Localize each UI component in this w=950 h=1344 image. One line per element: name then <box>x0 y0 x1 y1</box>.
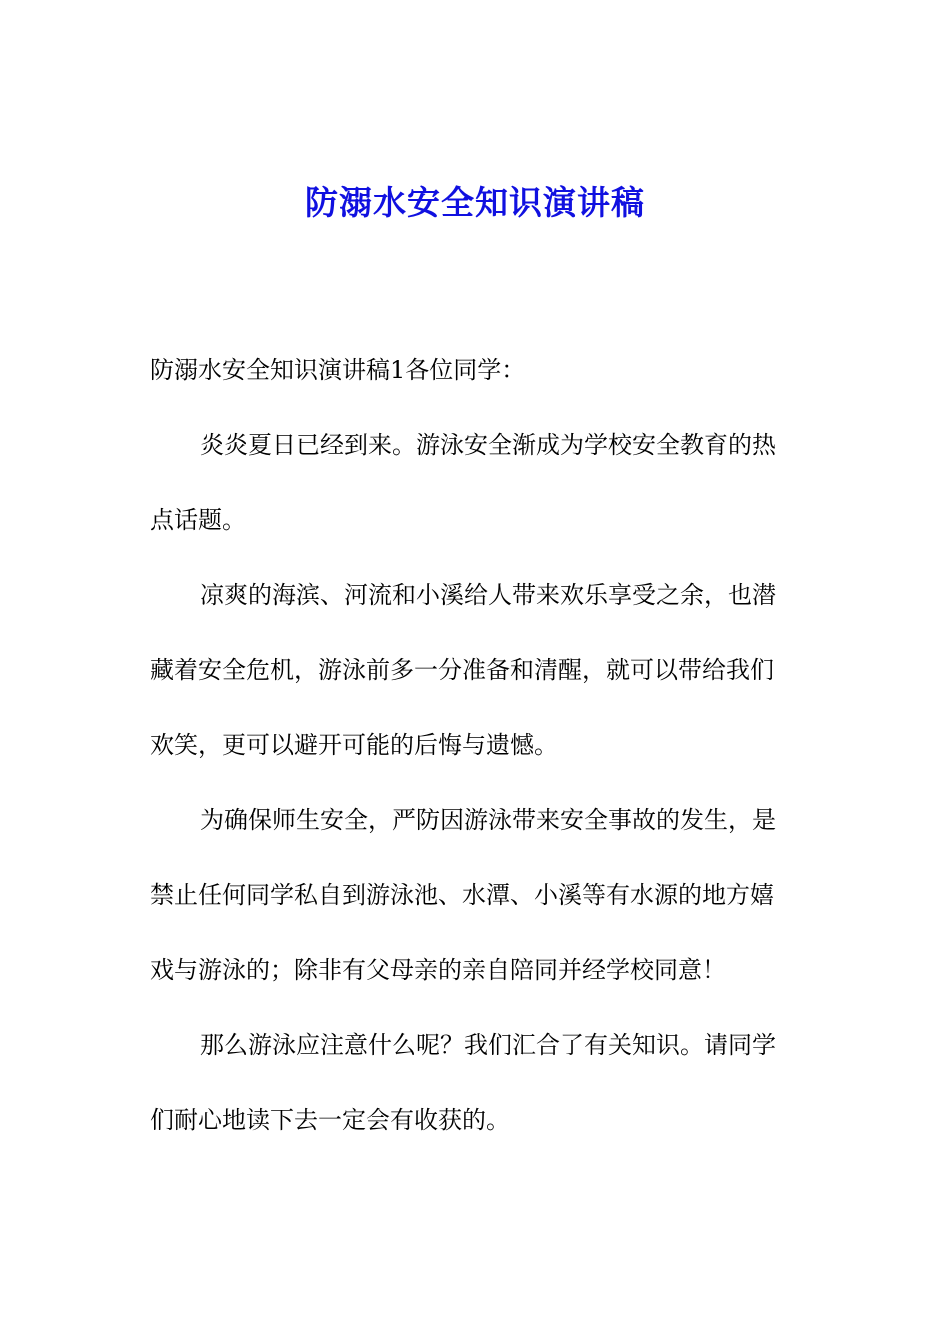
paragraph-1: 防溺水安全知识演讲稿1各位同学： <box>150 356 526 384</box>
paragraph-3: 凉爽的海滨、河流和小溪给人带来欢乐享受之余，也潜藏着安全危机，游泳前多一分准备和清醒，就可以带给我们欢笑，更可以避开可能的后悔与遗憾。 <box>150 581 776 759</box>
document-title: 防溺水安全知识演讲稿 <box>305 183 645 222</box>
paragraph-5: 那么游泳应注意什么呢？我们汇合了有关知识。请同学们耐心地读下去一定会有收获的。 <box>150 1031 776 1134</box>
paragraph-4: 为确保师生安全，严防因游泳带来安全事故的发生，是禁止任何同学私自到游泳池、水潭、小溪等有水源的地方嬉戏与游泳的；除非有父母亲的亲自陪同并经学校同意！ <box>150 806 776 984</box>
document-body <box>150 333 795 1158</box>
paragraph-2: 炎炎夏日已经到来。游泳安全渐成为学校安全教育的热点话题。 <box>150 431 776 534</box>
